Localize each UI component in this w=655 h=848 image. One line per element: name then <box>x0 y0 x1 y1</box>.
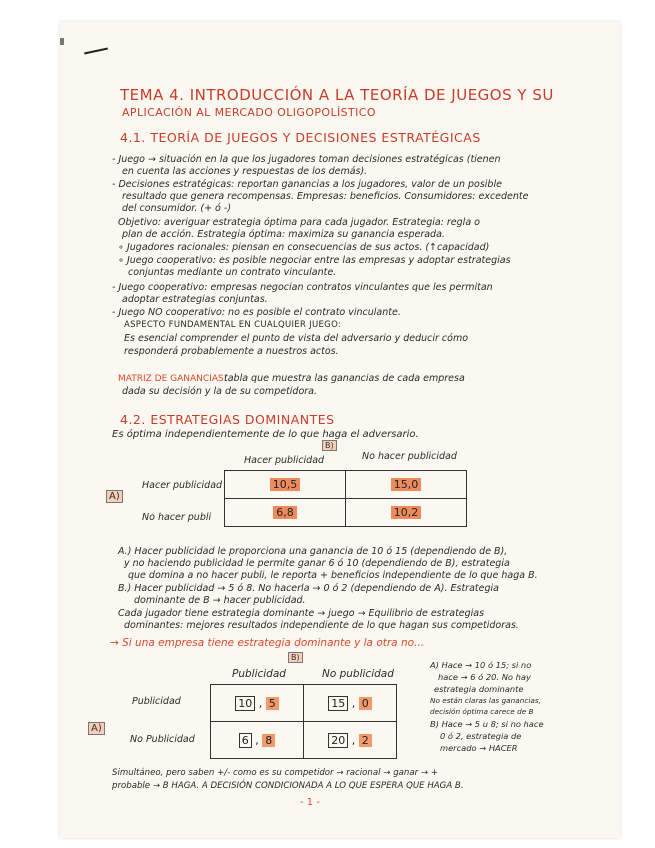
matriz-definition: dada su decisión y la de su competidora. <box>122 386 318 397</box>
page-subtitle: APLICACIÓN AL MERCADO OLIGOPOLÍSTICO <box>122 106 376 119</box>
payoff-value: 10,5 <box>270 478 301 491</box>
payoff-value: 6 <box>239 733 252 748</box>
note-line: - Juego cooperativo: empresas negocian contratos vinculantes que les permitan <box>112 282 493 293</box>
payoff-cell <box>346 471 467 499</box>
note-line: B.) Hacer publicidad → 5 ó 8. No hacerla → 0 ó 2 (dependiendo de A). Estrategia <box>118 583 499 594</box>
payoff-cell <box>346 499 467 527</box>
note-line: ∘ Juego cooperativo: es posible negociar entre las empresas y adoptar estrategias <box>118 255 511 266</box>
note-line: plan de acción. Estrategia óptima: maximiza su ganancia esperada. <box>122 229 445 240</box>
page-title: TEMA 4. INTRODUCCIÓN A LA TEORÍA DE JUEGOS Y SU <box>120 86 554 104</box>
note-line: Simultáneo, pero saben +/- como es su competidor → racional → ganar → + <box>112 768 439 778</box>
table1-row-header: No hacer publi <box>142 512 212 523</box>
note-line: - Juego → situación en la que los jugadores toman decisiones estratégicas (tienen <box>112 154 501 165</box>
payoff-value: 10 <box>235 696 255 711</box>
payoff-value: 20 <box>328 733 348 748</box>
note-line: - Juego NO cooperativo: no es posible el contrato vinculante. <box>112 307 401 318</box>
side-note: mercado → HACER <box>440 743 518 753</box>
table2-row-header: Publicidad <box>132 696 181 707</box>
note-line: conjuntas mediante un contrato vinculante. <box>128 267 337 278</box>
payoff-value: 10,2 <box>391 506 422 519</box>
margin-mark <box>60 38 64 45</box>
matriz-definition: tabla que muestra las ganancias de cada empresa <box>224 373 465 384</box>
table1-row-header: Hacer publicidad <box>142 480 223 491</box>
note-line: probable → B HAGA. A DECISIÓN CONDICIONADA A LO QUE ESPERA QUE HAGA B. <box>112 781 464 791</box>
note-line: A.) Hacer publicidad le proporciona una ganancia de 10 ó 15 (dependiendo de B), <box>118 546 508 557</box>
note-line: Cada jugador tiene estrategia dominante → juego → Equilibrio de estrategias <box>118 608 485 619</box>
note-line: del consumidor. (+ ó -) <box>122 203 232 214</box>
payoff-cell <box>225 471 346 499</box>
page-number: - 1 - <box>300 797 320 808</box>
note-line: resultado que genera recompensas. Empresas: beneficios. Consumidores: excedente <box>122 191 529 202</box>
table2-col-header: No publicidad <box>322 668 394 680</box>
side-note: A) Hace → 10 ó 15; si no <box>430 660 532 670</box>
payoff-value: 6,8 <box>273 506 297 519</box>
table2-row-header: No Publicidad <box>130 734 195 745</box>
side-note: No están claras las ganancias, <box>430 696 541 705</box>
table1-col-header: No hacer publicidad <box>362 451 457 462</box>
note-line: que domina a no hacer publi, le reporta + beneficios independiente de lo que haga B. <box>128 570 538 581</box>
side-note: hace → 6 ó 20. No hay <box>438 672 531 682</box>
note-line: adoptar estrategias conjuntas. <box>122 294 268 305</box>
payoff-cell: 15 , 0 <box>304 685 397 722</box>
section-heading-4-2: 4.2. ESTRATEGIAS DOMINANTES <box>120 412 335 427</box>
table1-col-header: Hacer publicidad <box>244 455 325 466</box>
player-b-label: B) <box>322 440 337 451</box>
note-line: en cuenta las acciones y respuestas de los demás). <box>122 166 368 177</box>
note-line-highlight: → Si una empresa tiene estrategia dominante y la otra no... <box>110 637 425 649</box>
note-line: Objetivo: averiguar estrategia óptima para cada jugador. Estrategia: regla o <box>118 217 480 228</box>
note-line: y no haciendo publicidad le permite ganar 6 ó 10 (dependiendo de B), estrategia <box>124 558 510 569</box>
player-a-label: A) <box>88 722 105 735</box>
payoff-value: 15,0 <box>391 478 422 491</box>
side-note: decisión óptima carece de B <box>430 707 534 716</box>
payoff-cell: 6 , 8 <box>211 722 304 759</box>
note-line: ∘ Jugadores racionales: piensan en consecuencias de sus actos. (↑capacidad) <box>118 242 490 253</box>
note-line: - Decisiones estratégicas: reportan ganancias a los jugadores, valor de un posible <box>112 179 502 190</box>
payoff-value: 2 <box>359 734 372 747</box>
table2-col-header: Publicidad <box>232 668 286 680</box>
player-b-label: B) <box>288 652 303 663</box>
note-line: dominante de B → hacer publicidad. <box>134 595 306 606</box>
payoff-cell: 10 , 5 <box>211 685 304 722</box>
section-definition: Es óptima independientemente de lo que haga el adversario. <box>112 429 419 440</box>
payoff-value: 8 <box>262 734 275 747</box>
side-note: B) Hace → 5 u 8; si no hace <box>430 719 544 729</box>
section-heading-4-1: 4.1. TEORÍA DE JUEGOS Y DECISIONES ESTRATÉGICAS <box>120 130 481 145</box>
payoff-cell <box>225 499 346 527</box>
note-line: ASPECTO FUNDAMENTAL EN CUALQUIER JUEGO: <box>124 320 342 330</box>
payoff-value: 15 <box>328 696 348 711</box>
payoff-value: 0 <box>359 697 372 710</box>
side-note: estrategia dominante <box>434 684 524 694</box>
player-a-label: A) <box>106 490 123 503</box>
note-line: responderá probablemente a nuestros actos. <box>124 346 339 357</box>
payoff-cell: 20 , 2 <box>304 722 397 759</box>
note-line: dominantes: mejores resultados independiente de lo que hagan sus competidoras. <box>124 620 519 631</box>
payoff-matrix-2 <box>210 684 397 759</box>
payoff-value: 5 <box>266 697 279 710</box>
note-line: Es esencial comprender el punto de vista del adversario y deducir cómo <box>124 333 469 344</box>
payoff-matrix-1 <box>224 470 467 527</box>
side-note: 0 ó 2, estrategia de <box>440 731 522 741</box>
matriz-label: MATRIZ DE GANANCIAS: <box>118 374 227 384</box>
